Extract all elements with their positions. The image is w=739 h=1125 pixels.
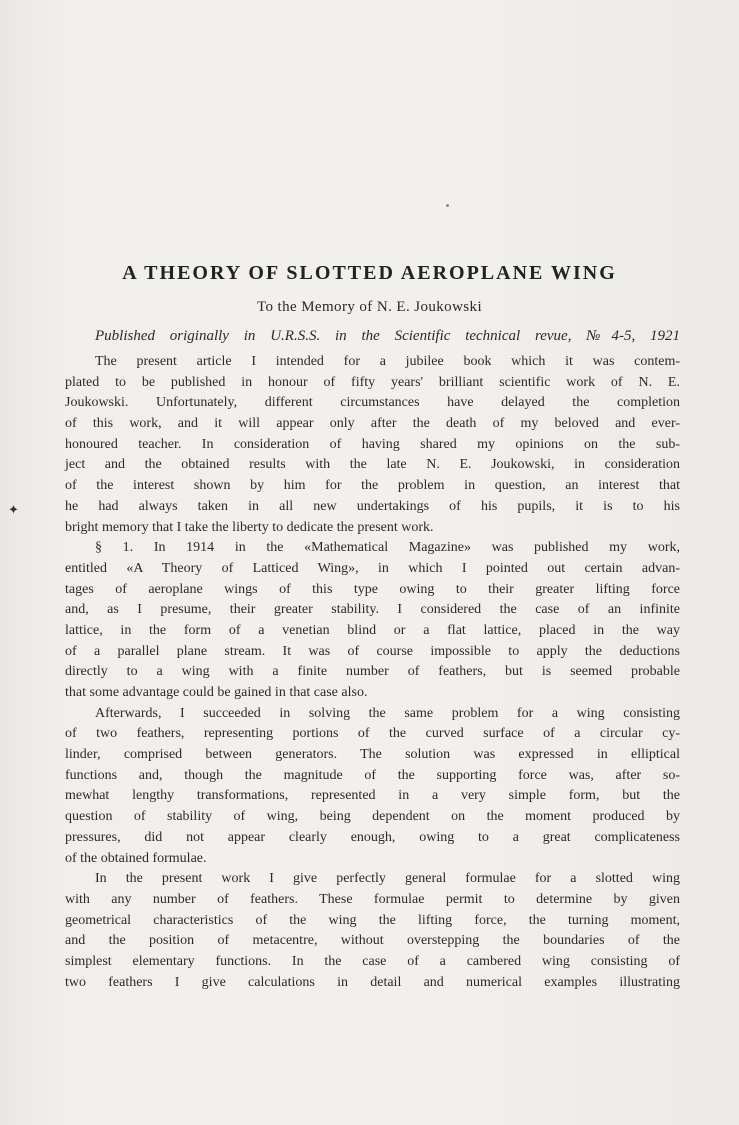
body-line: lattice, in the form of a venetian blind or a flat lattice, placed in the way xyxy=(65,622,680,638)
body-line: linder, comprised between generators. The solution was expressed in elliptical xyxy=(65,747,680,763)
body-line: The present article I intended for a jubilee book which it was contem- xyxy=(95,354,680,369)
body-line: of the interest shown by him for the problem in question, an interest that xyxy=(65,478,680,494)
body-line: In the present work I give perfectly general formulae for a slotted wing xyxy=(95,871,680,887)
body-line: honoured teacher. In consideration of having shared my opinions on the sub- xyxy=(65,436,680,452)
body-line: of the obtained formulae. xyxy=(65,850,207,866)
body-line: Afterwards, I succeeded in solving the same problem for a wing consisting xyxy=(95,705,680,721)
section-1-start-line: § 1. In 1914 in the «Mathematical Magazine» was published my work, xyxy=(95,540,680,556)
article-body xyxy=(65,352,680,993)
body-line: directly to a wing with a finite number of feathers, but is seemed probable xyxy=(65,664,680,680)
dedication-line: To the Memory of N. E. Joukowski xyxy=(256,299,483,315)
body-line: of two feathers, representing portions of the curved surface of a circular cy- xyxy=(65,726,680,742)
body-line: functions and, though the magnitude of the supporting force was, after so- xyxy=(65,767,680,783)
body-line: simplest elementary functions. In the case of a cambered wing consisting of xyxy=(65,953,680,969)
body-line: of this work, and it will appear only after the death of my beloved and ever- xyxy=(65,416,680,432)
body-line: and, as I presume, their greater stability. I considered the case of an infinite xyxy=(65,602,680,618)
publication-note: Published originally in U.R.S.S. in the Scientific technical revue, №4-5, 1921 xyxy=(95,328,680,344)
body-line: and the position of metacentre, without overstepping the boundaries of the xyxy=(65,933,680,949)
paper-speck xyxy=(446,204,449,207)
body-line: with any number of feathers. These formulae permit to determine by given xyxy=(65,891,680,907)
body-line: ject and the obtained results with the late N. E. Joukowski, in consideration xyxy=(65,457,680,473)
body-line: mewhat lengthy transformations, represented in a very simple form, but the xyxy=(65,788,680,804)
body-line: he had always taken in all new undertakings of his pupils, it is to his xyxy=(65,498,680,514)
body-line: tages of aeroplane wings of this type owing to their greater lifting force xyxy=(65,581,680,597)
body-line: geometrical characteristics of the wing the lifting force, the turning moment, xyxy=(65,912,680,928)
body-line: question of stability of wing, being dependent on the moment produced by xyxy=(65,809,680,825)
body-line: of a parallel plane stream. It was of course impossible to apply the deductions xyxy=(65,643,680,659)
article-title: A THEORY OF SLOTTED AEROPLANE WING xyxy=(122,262,617,284)
body-line: pressures, did not appear clearly enough, owing to a great complicateness xyxy=(65,829,680,845)
body-line: Joukowski. Unfortunately, different circumstances have delayed the completion xyxy=(65,395,680,411)
body-line: entitled «A Theory of Latticed Wing», in which I pointed out certain advan- xyxy=(65,560,680,576)
body-line: bright memory that I take the liberty to dedicate the present work. xyxy=(65,519,434,535)
body-line: plated to be published in honour of fifty years' brilliant scientific work of N. E. xyxy=(65,374,680,390)
body-line: that some advantage could be gained in that case also. xyxy=(65,685,368,700)
body-line: two feathers I give calculations in detail and numerical examples illustrating xyxy=(65,974,680,990)
margin-mark: ✦ xyxy=(8,502,19,517)
